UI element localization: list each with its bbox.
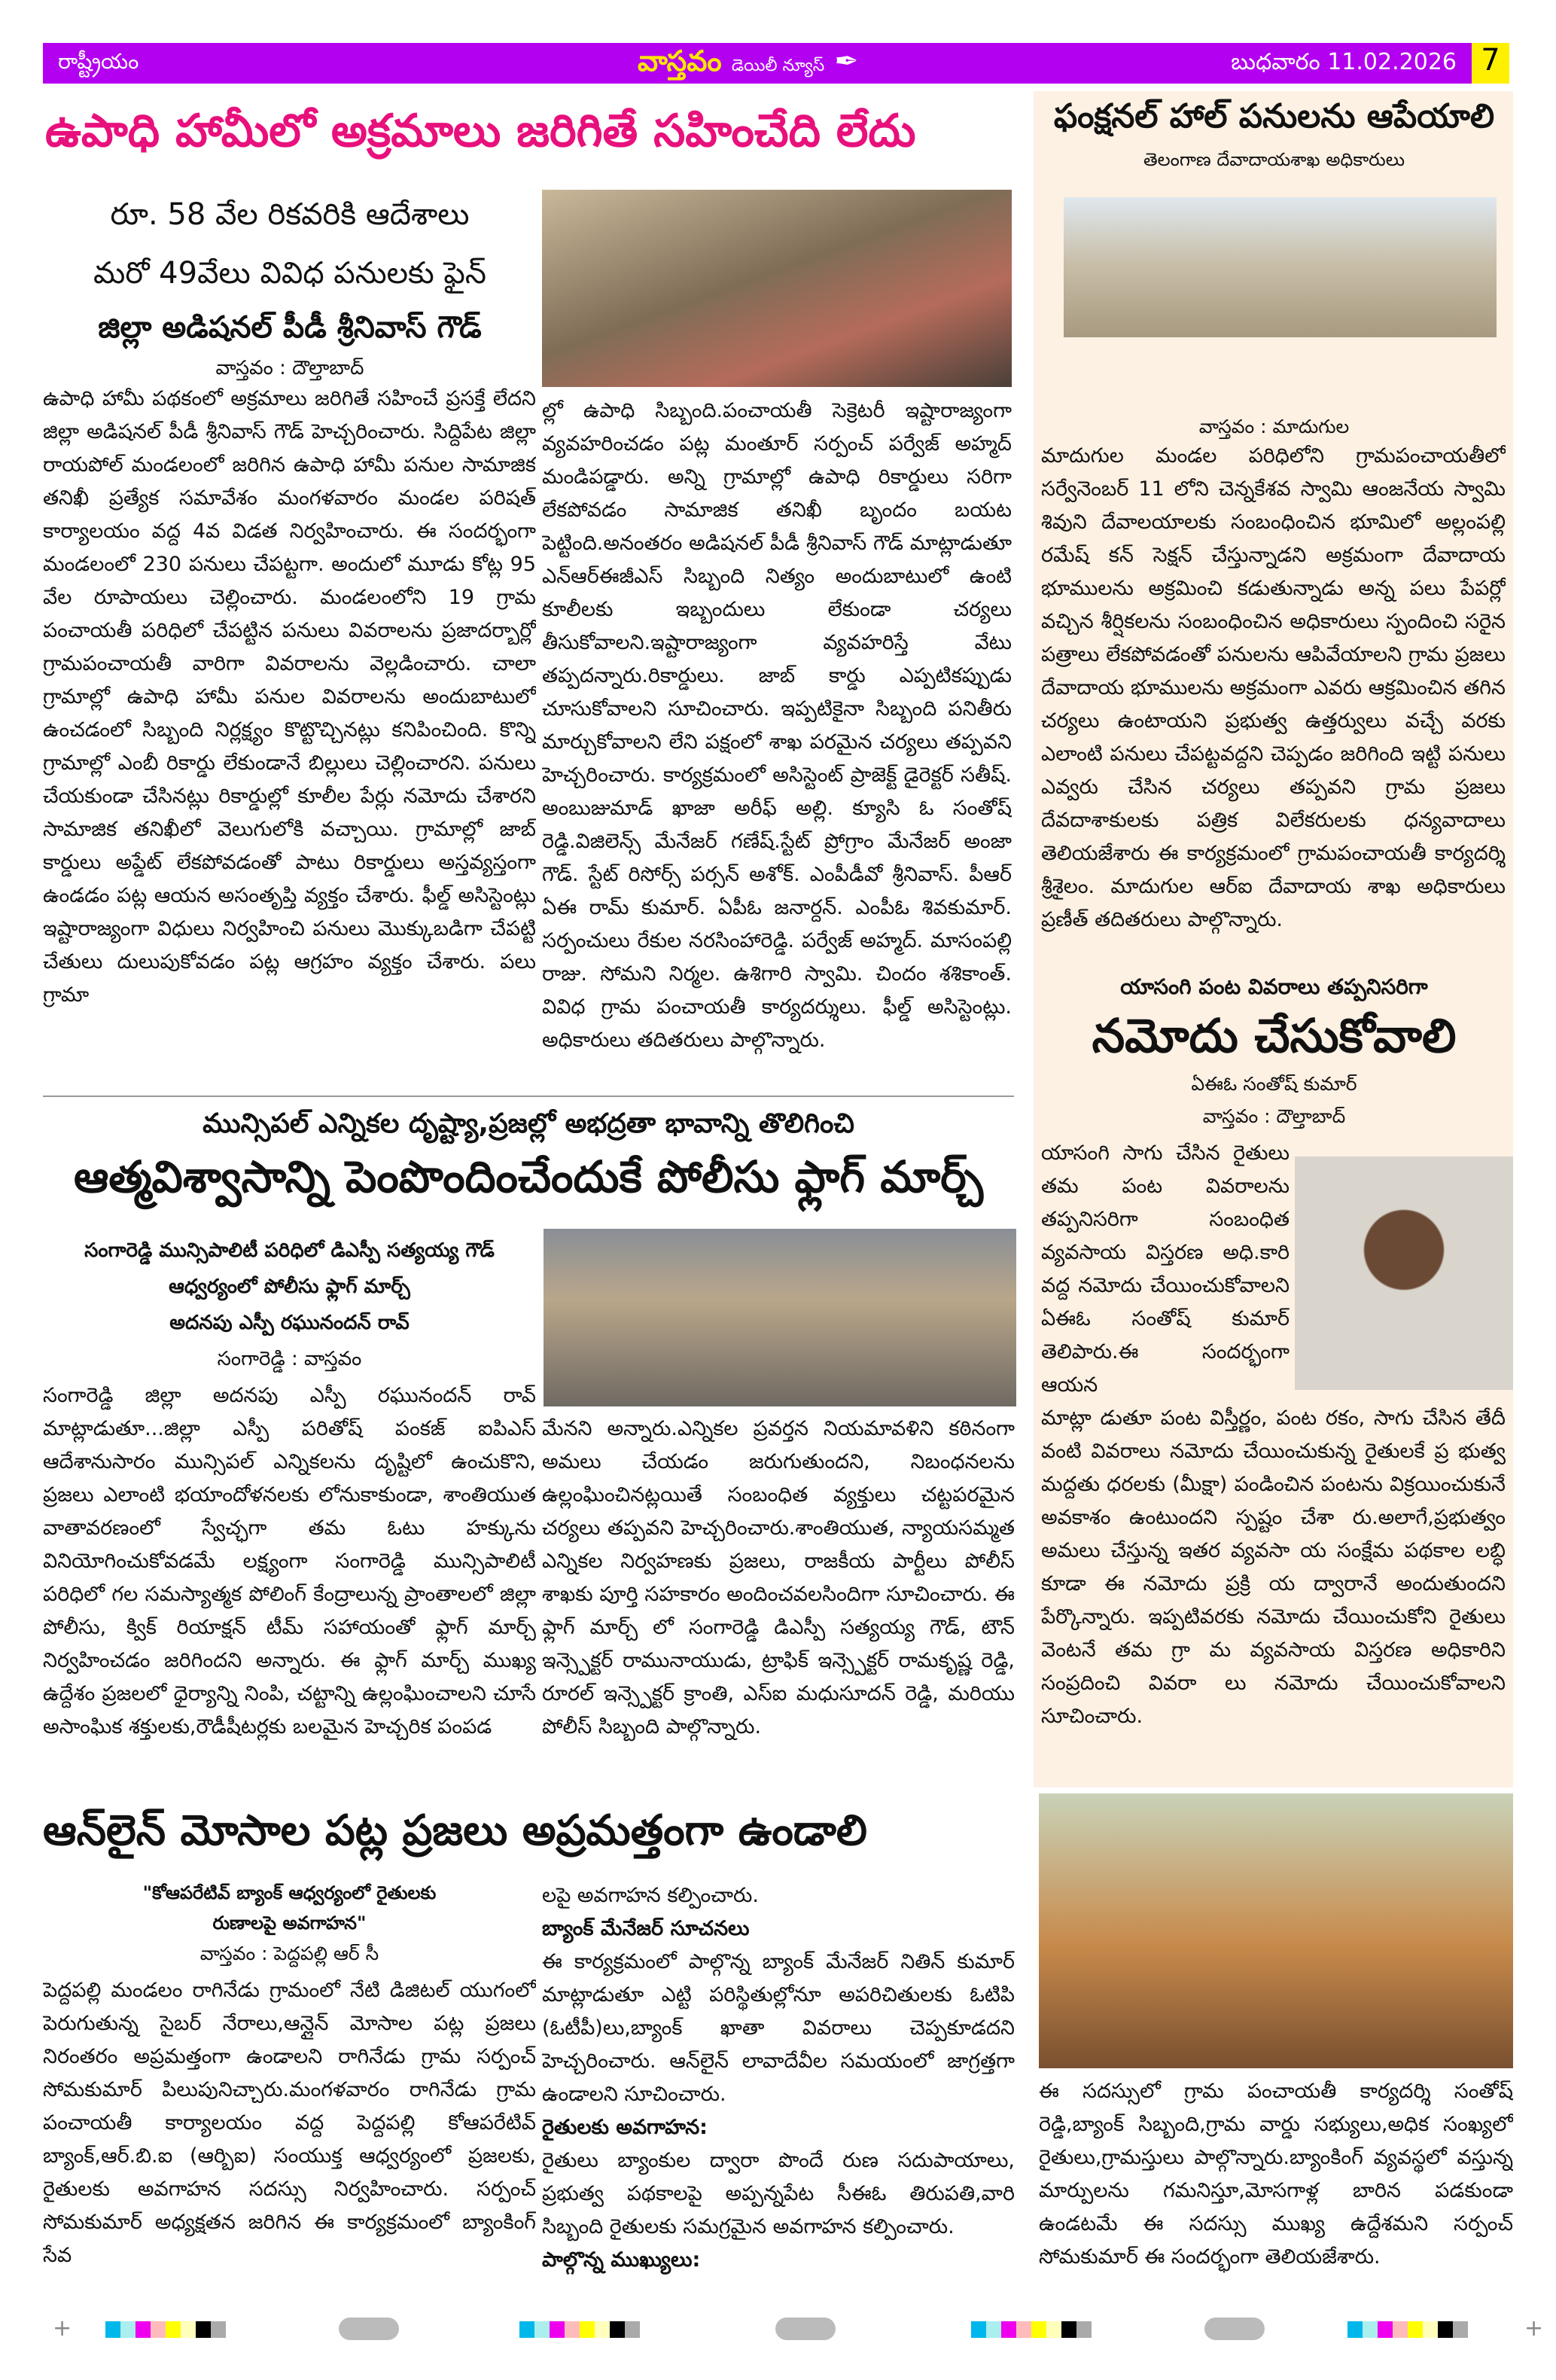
masthead-logo xyxy=(638,44,858,85)
registration-pill xyxy=(1204,2318,1265,2340)
article1-body-col2: ల్లో ఉపాధి సిబ్బంది.పంచాయతీ సెక్రెటరీ ఇష్టారాజ్యంగా వ్యవహరించడం పట్ల మంతూర్ సర్పంచ్ పర్వేజ్ అహ్మద్ మండిపడ్డారు. అన్ని గ్రామాల్లో ఉపాధి రికార్డులు సరిగా లేకపోవడం సామాజిక తనిఖీ బృందం బయట పెట్టింది.అనంతరం అడిషనల్ పీడీ శ్రీనివాస్ గౌడ్ మాట్లాడుతూ ఎన్ఆర్ఈజీఎస్ సిబ్బంది నిత్యం అందుబాటులో ఉంటి కూలీలకు ఇబ్బందులు లేకుండా చర్యలు తీసుకోవాలని.ఇష్టారాజ్యంగా వ్యవహరిస్తే వేటు తప్పదన్నారు.రికార్డులు. జాబ్ కార్డు ఎప్పటికప్పుడు చూసుకోవాలని సూచించారు. ఇప్పటికైనా సిబ్బంది పనితీరు మార్చుకోవాలని లేని పక్షంలో శాఖ పరమైన చర్యలు తప్పవని హెచ్చరించారు. కార్యక్రమంలో అసిస్టెంట్ ప్రాజెక్ట్ డైరెక్టర్ సతీష్. అంబుజుమాడ్ ఖాజా అరీఫ్ అల్లి. క్యూసి ఓ సంతోష్ రెడ్డి.విజిలెన్స్ మేనేజర్ గణేష్.స్టేట్ ప్రోగ్రాం మేనేజర్ అంజా గౌడ్. స్టేట్ రిసోర్స్ పర్సన్ అశోక్. ఎంపీడీవో శ్రీనివాస్. పీఆర్ ఏఈ రామ్ కుమార్. ఏపీఓ జనార్దన్. ఎంపీఓ శివకుమార్. సర్పంచులు రేకుల నరసింహారెడ్డి. పర్వేజ్ అహ్మద్. మాసంపల్లి రాజు. సోమని నిర్మల. ఉశిగారి స్వామి. చిందం శశికాంత్. వివిధ గ్రామ పంచాయతీ కార్యదర్శులు. ఫీల్డ్ అసిస్టెంట్లు. అధికారులు తదితరులు పాల్గొన్నారు. xyxy=(542,399,1012,1052)
masthead-title: వాస్తవం xyxy=(638,44,722,78)
article5-photo-caption: ఈ సదస్సులో గ్రామ పంచాయతీ కార్యదర్శి సంతోష్ రెడ్డి,బ్యాంక్ సిబ్బంది,గ్రామ వార్డు సభ్యులు,అధిక సంఖ్యలో రైతులు,గ్రామస్తులు పాల్గొన్నారు.బ్యాంకింగ్ వ్యవస్థలో వస్తున్న మార్పులను గమనిస్తూ,మోసగాళ్ల బారిన పడకుండా ఉండటమే ఈ సదస్సు ముఖ్య ఉద్దేశమని సర్పంచ్ సోమకుమార్ ఈ సందర్భంగా తెలియజేశారు. xyxy=(1039,2080,1513,2269)
article5-sub2: రుణాలపై అవగాహన" xyxy=(212,1912,367,1934)
article2-photo xyxy=(1064,197,1497,337)
article5-body-col1: పెద్దపల్లి మండలం రాగినేడు గ్రామంలో నేటి డిజిటల్ యుగంలో పెరుగుతున్న సైబర్ నేరాలు,ఆన్లైన్ మోసాల పట్ల ప్రజలు నిరంతరం అప్రమత్తంగా ఉండాలని రాగినేడు గ్రామ సర్పంచ్ సోమకుమార్ పిలుపునిచ్చారు.మంగళవారం రాగినేడు గ్రామ పంచాయతీ కార్యాలయం వద్ద పెద్దపల్లి కోఆపరేటివ్ బ్యాంక్,ఆర్.బి.ఐ (ఆర్బిఐ) సంయుక్త ఆధ్వర్యంలో ప్రజలకు, రైతులకు అవగాహన సదస్సు నిర్వహించారు. సర్పంచ్ సోమకుమార్ అధ్యక్షతన జరిగిన ఈ కార్యక్రమంలో బ్యాంకింగ్ సేవ xyxy=(43,1979,536,2267)
color-bar xyxy=(971,2321,1092,2338)
article1-sub2: మరో 49వేలు వివిధ పనులకు ఫైన్ xyxy=(93,256,486,291)
article1-body-col1: ఉపాధి హామీ పథకంలో అక్రమాలు జరిగితే సహించే ప్రసక్తే లేదని జిల్లా అడిషనల్ పీడీ శ్రీనివాస్ గౌడ్ హెచ్చరించారు. సిద్దిపేట జిల్లా రాయపోల్ మండలంలో జరిగిన ఉపాధి హామీ పనుల సామాజిక తనిఖీ ప్రత్యేక సమావేశం మంగళవారం మండల పరిషత్ కార్యాలయం వద్ద 4వ విడత నిర్వహించారు. ఈ సందర్భంగా మండలంలో 230 పనులు చేపట్టగా. అందులో మూడు కోట్ల 95 వేల రూపాయలు చెల్లించారు. మండలంలోని 19 గ్రామ పంచాయతీ పరిధిలో చేపట్టిన పనులు వివరాలను ప్రజాదర్బార్లో గ్రామపంచాయతీ వారిగా వివరాలను వెల్లడించారు. చాలా గ్రామాల్లో ఉపాధి హామీ పనుల వివరాలను అందుబాటులో ఉంచడంలో సిబ్బంది నిర్లక్ష్యం కొట్టొచ్చినట్లు కనిపించింది. కొన్ని గ్రామాల్లో ఎంబీ రికార్డు లేకుండానే బిల్లులు చెల్లించారని. పనులు చేయకుండా చేసినట్లు రికార్డుల్లో కూలీల పేర్లు నమోదు చేశారని సామాజిక తనిఖీలో వెలుగులోకి వచ్చాయి. గ్రామాల్లో జాబ్ కార్డులు అప్డేట్ లేకపోవడంతో పాటు రికార్డులు అస్తవ్యస్తంగా ఉండడం పట్ల ఆయన అసంతృప్తి వ్యక్తం చేశారు. ఫీల్డ్ అసిస్టెంట్లు ఇష్టారాజ్యంగా విధులు నిర్వహించి పనులు మొక్కుబడిగా చేపట్టి చేతులు దులుపుకోవడం పట్ల ఆగ్రహం వ్యక్తం చేశారు. పలు గ్రామా xyxy=(43,387,536,1007)
article3-body-wide: మాట్లా డుతూ పంట విస్తీర్ణం, పంట రకం, సాగు చేసిన తేదీ వంటి వివరాలు నమోదు చేయించుకున్న రైతులకే ప్ర భుత్వ మద్దతు ధరలకు (మీక్షా) పండించిన పంటను విక్రయించుకునే అవకాశం ఉంటుందని స్పష్టం చేశా రు.అలాగే,ప్రభుత్వం అమలు చేస్తున్న ఇతర వ్యవసా య సంక్షేమ పథకాల లబ్ధి కూడా ఈ నమోదు ప్రక్రి య ద్వారానే అందుతుందని పేర్కొన్నారు. ఇప్పటివరకు నమోదు చేయించుకోని రైతులు వెంటనే తమ గ్రా మ వ్యవసాయ విస్తరణ అధికారిని సంప్రదించి వివరా లు నమోదు చేయించుకోవాలని సూచించారు. xyxy=(1041,1406,1506,1728)
article1-sub1: రూ. 58 వేల రికవరికి ఆదేశాలు xyxy=(110,197,470,232)
color-bar xyxy=(105,2321,226,2338)
article1-photo xyxy=(542,190,1012,387)
article3-body-narrow: యాసంగి సాగు చేసిన రైతులు తమ పంట వివరాలను తప్పనిసరిగా సంబంధిత వ్యవసాయ విస్తరణ అధి.కారి వద్ద నమోదు చేయించుకోవాలని ఏఈఓ సంతోష్ కుమార్ తెలిపారు.ఈ సందర్భంగా ఆయన xyxy=(1041,1141,1290,1397)
bank-awareness-meeting-photo xyxy=(1039,1793,1513,2068)
article2-headline: ఫంక్షనల్ హాల్ పనులను ఆపేయాలి xyxy=(1053,97,1495,136)
article5-sub1: "కోఆపరేటివ్ బ్యాంక్ ఆధ్వర్యంలో రైతులకు xyxy=(142,1882,437,1903)
divider xyxy=(43,1096,1014,1097)
article5-col2-para-c: రైతులు బ్యాంకుల ద్వారా పొందే రుణ సదుపాయాలు, ప్రభుత్వ పథకాలపై అప్పన్నపేట సీఈఓ తిరుపతి,వారి సిబ్బంది రైతులకు సమగ్రమైన అవగాహన కల్పించారు. xyxy=(542,2149,1015,2238)
article5-col2-subhead-participants: పాల్గొన్న ముఖ్యులు: xyxy=(542,2248,701,2272)
page-number: 7 xyxy=(1472,43,1509,84)
page-header xyxy=(43,43,1472,84)
article5-body-col2 xyxy=(542,1879,1015,2278)
article4-sub3: అదనపు ఎస్పీ రఘునందన్ రావ్ xyxy=(169,1312,410,1334)
article4-headline: ఆత్మవిశ్వాసాన్ని పెంపొందించేందుకే పోలీసు ఫ్లాగ్ మార్చ్ xyxy=(73,1151,984,1202)
article3-byline: ఏఈఓ సంతోష్ కుమార్ xyxy=(1191,1073,1357,1095)
article4-kicker: మున్సిపల్ ఎన్నికల దృష్ట్యా,ప్రజల్లో అభద్రతా భావాన్ని తొలిగించి xyxy=(202,1108,854,1139)
article4-sub1: సంగారెడ్డి మున్సిపాలిటీ పరిధిలో డిఎస్పీ సత్యయ్య గౌడ్ xyxy=(84,1239,495,1262)
color-bar xyxy=(519,2321,640,2338)
registration-pill xyxy=(775,2318,836,2340)
article2-body: మాదుగుల మండల పరిధిలోని గ్రామపంచాయతీలో సర్వేనెంబర్ 11 లోని చెన్నకేశవ స్వామి ఆంజనేయ స్వామి శివుని దేవాలయాలకు సంబంధించిన భూమిలో అల్లంపల్లి రమేష్ కన్ సెక్షన్ చేస్తున్నాడని అక్రమంగా దేవాదాయ భూములను అక్రమించి కడుతున్నాడు అన్న పలు పేపర్లో వచ్చిన శీర్షికలను సంబంధించిన అధికారులు స్పందించి సరైన పత్రాలు లేకపోవడంతో పనులను ఆపివేయాలని గ్రామ ప్రజలు దేవాదాయ భూములను అక్రమంగా ఎవరు ఆక్రమించిన తగిన చర్యలు ఉంటాయని ప్రభుత్వ ఉత్తర్వులు వచ్చే వరకు ఎలాంటి పనులు చేపట్టవద్దని చెప్పడం జరిగింది ఇట్టి పనులు ఎవ్వరు చేసిన చర్యలు తప్పవని గ్రామ ప్రజలు దేవదాశాకులకు పత్రిక విలేకరులకు ధన్యవాదాలు తెలియజేశారు ఈ కార్యక్రమంలో గ్రామపంచాయతీ కార్యదర్శి శ్రీశైలం. మాదుగుల ఆర్ఐ దేవాదాయ శాఖ అధికారులు ప్రణీత్ తదితరులు పాల్గొన్నారు. xyxy=(1041,444,1506,931)
article2-sub: తెలంగాణ దేవాదాయశాఖ అధికారులు xyxy=(1143,149,1405,170)
article4-body-col2: మేనని అన్నారు.ఎన్నికల ప్రవర్తన నియమావళిని కఠినంగా అమలు చేయడం జరుగుతుందని, నిబంధనలను ఉల్లంఘించినట్లయితే సంబంధిత వ్యక్తులు చట్టపరమైన చర్యలు తప్పవని హెచ్చరించారు.శాంతియుత, న్యాయసమ్మత ఎన్నికల నిర్వహణకు ప్రజలు, రాజకీయ పార్టీలు పోలీస్ శాఖకు పూర్తి సహకారం అందించవలసిందిగా సూచించారు. ఈ ఫ్లాగ్ మార్చ్ లో సంగారెడ్డి డిఎస్పీ సత్యయ్య గౌడ్, టౌన్ ఇన్స్పెక్టర్ రామునాయుడు, ట్రాఫిక్ ఇన్స్పెక్టర్ రామకృష్ణ రెడ్డి, రూరల్ ఇన్స్పెక్టర్ క్రాంతి, ఎస్ఐ మధుసూదన్ రెడ్డి, మరియు పోలీస్ సిబ్బంది పాల్గొన్నారు. xyxy=(542,1417,1015,1739)
reporter-portrait-photo xyxy=(1295,1156,1513,1390)
issue-date: బుధవారం 11.02.2026 xyxy=(1231,49,1457,75)
article4-dateline: సంగారెడ్డి : వాస్తవం xyxy=(217,1348,362,1370)
article3-dateline: వాస్తవం : దౌల్తాబాద్ xyxy=(1202,1105,1346,1127)
article5-col2-subhead-bank: బ్యాంక్ మేనేజర్ సూచనలు xyxy=(542,1917,750,1940)
article1-dateline: వాస్తవం : దౌల్తాబాద్ xyxy=(215,357,364,379)
masthead-subtitle: డెయిలీ న్యూస్ xyxy=(731,56,825,75)
article1-sub3: జిల్లా అడిషనల్ పీడీ శ్రీనివాస్ గౌడ్ xyxy=(98,310,482,345)
article1-headline: ఉపాధి హామీలో అక్రమాలు జరిగితే సహించేది లేదు xyxy=(45,105,916,157)
article2-dateline: వాస్తవం : మాదుగుల xyxy=(1198,416,1350,437)
article5-col2-subhead-farmers: రైతులకు అవగాహన: xyxy=(542,2116,708,2139)
flag-march-photo xyxy=(544,1229,1016,1406)
registration-pill xyxy=(339,2318,399,2340)
article5-headline: ఆన్‌లైన్ మోసాల పట్ల ప్రజలు అప్రమత్తంగా ఉండాలి xyxy=(43,1806,867,1855)
article3-headline: నమోదు చేసుకోవాలి xyxy=(1092,1008,1457,1063)
article4-body-col1: సంగారెడ్డి జిల్లా అదనపు ఎస్పీ రఘునందన్ రావ్ మాట్లాడుతూ...జిల్లా ఎస్పీ పరితోష్ పంకజ్ ఐపిఎస్ ఆదేశానుసారం మున్సిపల్ ఎన్నికలను దృష్టిలో ఉంచుకొని, ప్రజలు ఎలాంటి భయాందోళనలకు లోనుకాకుండా, శాంతియుత వాతావరణంలో స్వేచ్ఛగా తమ ఓటు హక్కును వినియోగించుకోవడమే లక్ష్యంగా సంగారెడ్డి మున్సిపాలిటీ పరిధిలో గల సమస్యాత్మక పోలింగ్ కేంద్రాలున్న ప్రాంతాలలో జిల్లా పోలీసు, క్విక్ రియాక్షన్ టీమ్ సహాయంతో ఫ్లాగ్ మార్చ్ నిర్వహించడం జరిగిందని అన్నారు. ఈ ఫ్లాగ్ మార్చ్ ముఖ్య ఉద్దేశం ప్రజలలో ధైర్యాన్ని నింపి, చట్టాన్ని ఉల్లంఘించాలని చూసే అసాంఘిక శక్తులకు,రౌడీషీటర్లకు బలమైన హెచ్చరిక పంపడ xyxy=(43,1384,536,1739)
article5-col2-para-b: ఈ కార్యక్రమంలో పాల్గొన్న బ్యాంక్ మేనేజర్ నితిన్ కుమార్ మాట్లాడుతూ ఎట్టి పరిస్థితుల్లోనూ అపరిచితులకు ఓటిపి (ఓటీపీ)లు,బ్యాంక్ ఖాతా వివరాలు చెప్పకూడదని హెచ్చరించారు. ఆన్‌లైన్ లావాదేవీల సమయంలో జాగ్రత్తగా ఉండాలని సూచించారు. xyxy=(542,1950,1015,2106)
pen-icon: ✒ xyxy=(834,44,859,78)
crosshair-mark-left: + xyxy=(53,2315,72,2342)
crosshair-mark-right: + xyxy=(1524,2315,1544,2342)
article5-col2-para-a: లపై అవగాహన కల్పించారు. xyxy=(542,1884,759,1907)
article5-dateline: వాస్తవం : పెద్దపల్లి ఆర్ సీ xyxy=(199,1943,379,1964)
section-label: రాష్ట్రీయం xyxy=(58,49,139,74)
article4-sub2: ఆధ్వర్యంలో పోలీసు ఫ్లాగ్ మార్చ్ xyxy=(169,1275,410,1298)
article3-kicker: యాసంగి పంట వివరాలు తప్పనిసరిగా xyxy=(1120,974,1428,999)
color-bar xyxy=(1347,2321,1468,2338)
